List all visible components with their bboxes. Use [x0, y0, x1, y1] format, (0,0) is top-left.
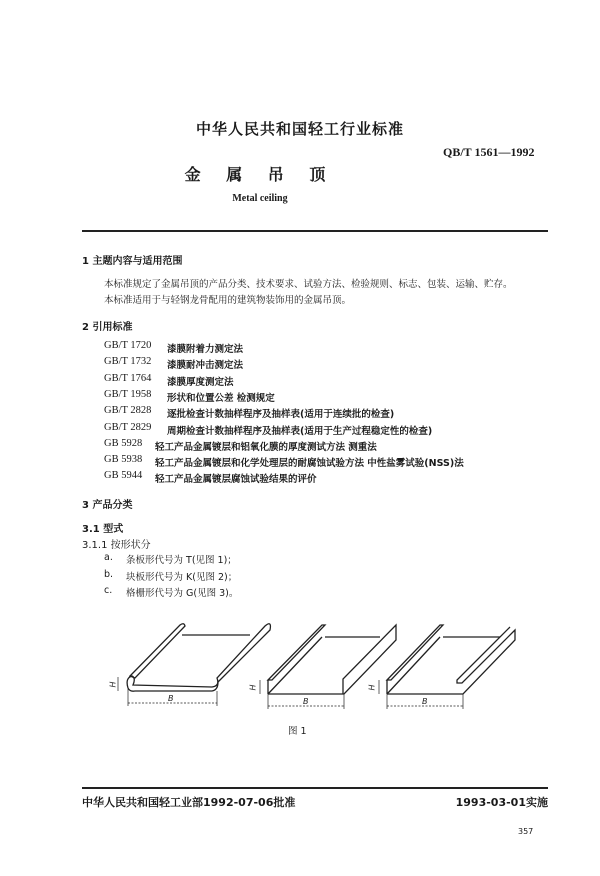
- document-title: 金 属 吊 顶: [184, 165, 336, 184]
- profile-strip-rounded: [118, 624, 270, 706]
- reference-title: 漆膜附着力测定法: [167, 344, 244, 355]
- reference-title: 轻工产品金属镀层腐蚀试验结果的评价: [155, 474, 317, 486]
- dimension-b-label: B: [422, 697, 428, 706]
- reference-code: GB/T 1764: [104, 372, 152, 384]
- reference-title: 周期检查计数抽样程序及抽样表(适用于生产过程稳定性的检查): [167, 425, 433, 437]
- subsection-3-1: 3.1 型式: [82, 524, 124, 535]
- subsection-3-1-1: 3.1.1 按形状分: [82, 540, 151, 551]
- standard-number: QB/T 1561—1992: [443, 145, 535, 159]
- reference-title: 漆膜厚度测定法: [167, 376, 234, 388]
- reference-code: GB/T 1720: [104, 340, 152, 351]
- dimension-b-label: B: [303, 697, 309, 706]
- page-number: 357: [518, 827, 534, 836]
- figure-caption: 图 1: [288, 726, 307, 737]
- reference-title: 轻工产品金属镀层和铝氧化膜的厚度测试方法 测重法: [155, 441, 377, 453]
- reference-code: GB/T 1958: [104, 388, 152, 400]
- list-item-mark: c.: [104, 585, 113, 596]
- dimension-b-label: B: [168, 694, 174, 703]
- reference-code: GB/T 2829: [104, 421, 152, 433]
- paragraph: 本标准规定了金属吊顶的产品分类、技术要求、试验方法、检验规则、标志、包装、运输、贮存。: [104, 279, 513, 290]
- list-item-mark: b.: [104, 569, 114, 580]
- reference-code: GB 5938: [104, 454, 143, 466]
- list-item: 格栅形代号为 G(见图 3)。: [126, 588, 239, 599]
- section-2-heading: 2 引用标准: [82, 322, 133, 333]
- reference-title: 逐批检查计数抽样程序及抽样表(适用于连续批的检查): [167, 409, 395, 421]
- dimension-h-label: H: [367, 684, 377, 691]
- profile-grille: [379, 625, 515, 709]
- list-item: 块板形代号为 K(见图 2)；: [126, 572, 238, 583]
- list-item-mark: a.: [104, 552, 113, 563]
- figure-1-drawing: [100, 600, 520, 720]
- dimension-h-label: H: [248, 684, 258, 691]
- header-rule: [82, 230, 548, 232]
- issuer-heading: 中华人民共和国轻工行业标准: [195, 120, 404, 138]
- reference-code: GB/T 1732: [104, 356, 152, 368]
- effective-date: 1993-03-01实施: [455, 796, 548, 809]
- footer-rule: [82, 787, 548, 789]
- reference-title: 轻工产品金属镀层和化学处理层的耐腐蚀试验方法 中性盐雾试验(NSS)法: [155, 458, 464, 470]
- section-3-heading: 3 产品分类: [82, 500, 133, 511]
- reference-title: 形状和位置公差 检测规定: [167, 392, 275, 404]
- document-title-en: Metal ceiling: [232, 193, 288, 204]
- section-1-heading: 1 主题内容与适用范围: [82, 256, 183, 267]
- profile-strip-flanged: [260, 625, 396, 709]
- list-item: 条板形代号为 T(见图 1)；: [126, 555, 237, 566]
- reference-title: 漆膜耐冲击测定法: [167, 360, 244, 372]
- reference-code: GB 5944: [104, 470, 143, 482]
- paragraph: 本标准适用于与轻钢龙骨配用的建筑物装饰用的金属吊顶。: [104, 295, 352, 306]
- approval-date: 中华人民共和国轻工业部1992-07-06批准: [82, 796, 296, 809]
- reference-code: GB 5928: [104, 437, 143, 449]
- dimension-h-label: H: [108, 681, 118, 688]
- reference-code: GB/T 2828: [104, 405, 152, 417]
